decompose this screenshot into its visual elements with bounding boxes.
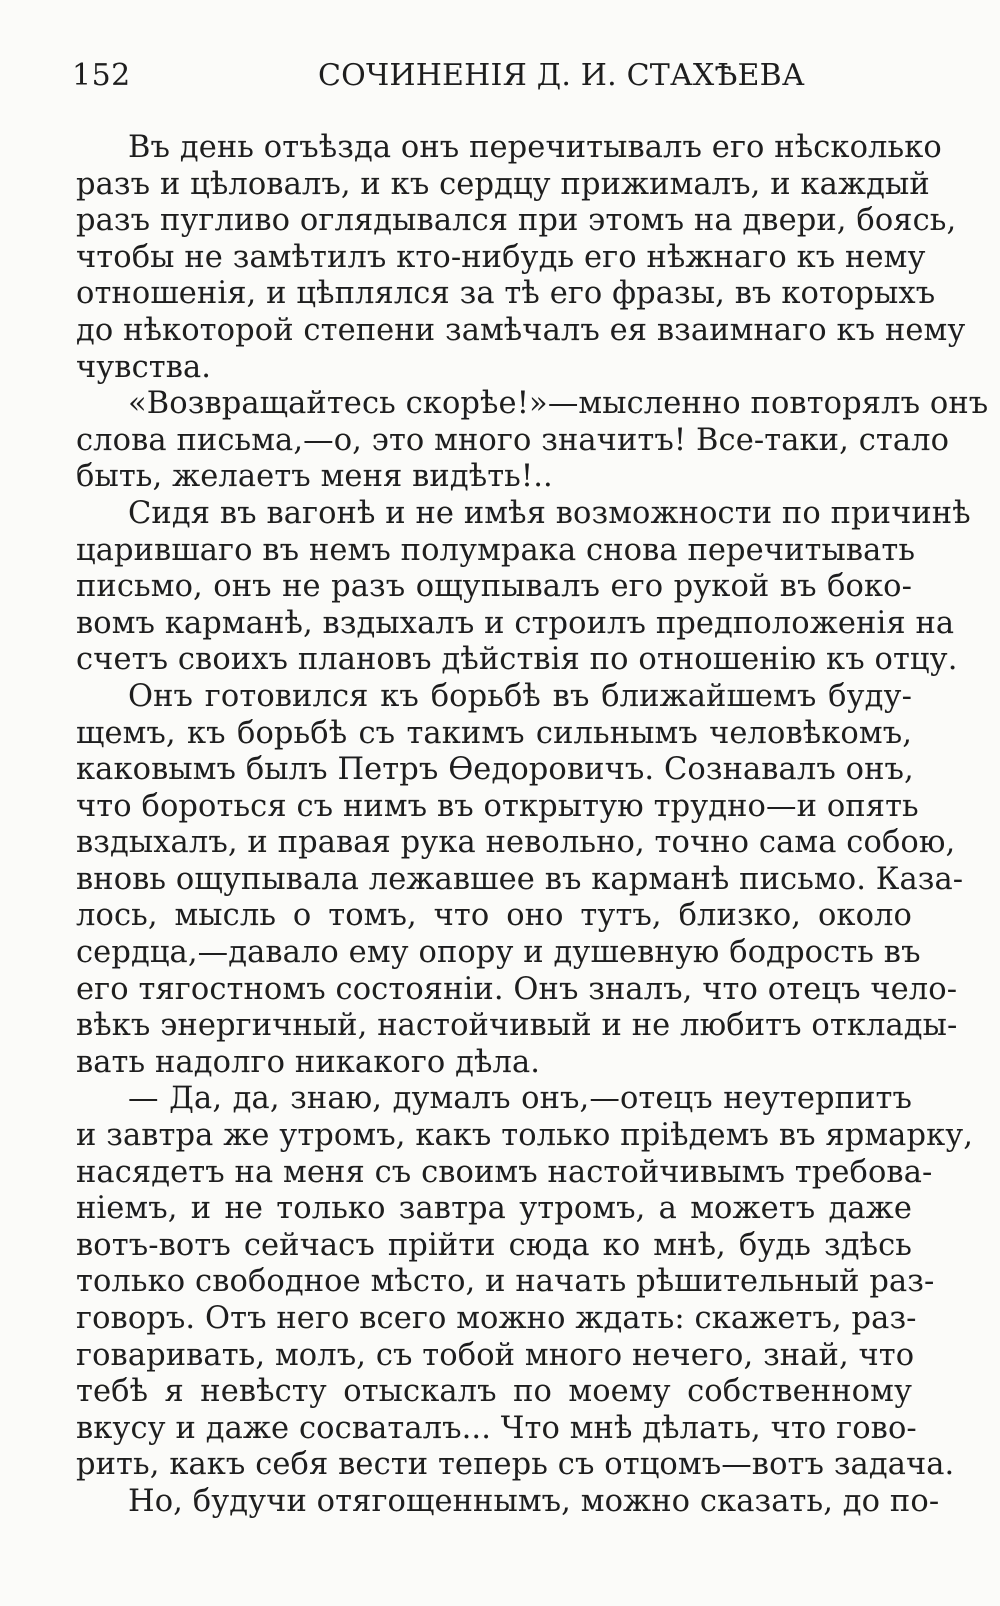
text-line: быть, желаетъ меня видѣть!..	[76, 459, 553, 495]
text-line: его тягостномъ состояніи. Онъ зналъ, что отецъ чело-	[76, 971, 958, 1007]
text-line: разъ пугливо оглядывался при этомъ на двери, боясь,	[76, 203, 957, 239]
text-line: отношенія, и цѣплялся за тѣ его фразы, въ которыхъ	[76, 276, 936, 312]
text-line: вновь ощупывала лежавшее въ карманѣ письмо. Каза-	[76, 861, 964, 897]
text-line: только свободное мѣсто, и начать рѣшительный раз-	[76, 1264, 935, 1300]
text-line: вотъ-вотъ сейчасъ прійти сюда ко мнѣ, будь здѣсь	[76, 1227, 912, 1263]
text-line: рить, какъ себя вести теперь съ отцомъ—вотъ задача.	[76, 1447, 955, 1483]
text-line: вздыхалъ, и правая рука невольно, точно сама собою,	[76, 825, 956, 861]
text-line: вѣкъ энергичный, настойчивый и не любитъ отклады-	[76, 1008, 958, 1044]
text-line: Онъ готовился къ борьбѣ въ ближайшемъ буду-	[128, 678, 912, 714]
text-line: вомъ карманѣ, вздыхалъ и строилъ предположенія на	[76, 605, 955, 641]
text-line: говоръ. Отъ него всего можно ждать: скажетъ, раз-	[76, 1301, 917, 1336]
text-line: лось, мысль о томъ, что оно тутъ, близко, около	[76, 898, 912, 934]
text-line: Сидя въ вагонѣ и не имѣя возможности по причинѣ	[128, 495, 971, 531]
text-line: сердца,—давало ему опору и душевную бодрость въ	[76, 935, 921, 971]
text-line: щемъ, къ борьбѣ съ такимъ сильнымъ человѣкомъ,	[76, 715, 912, 751]
text-line: до нѣкоторой степени замѣчалъ ея взаимнаго къ нему	[76, 312, 966, 348]
text-line: ніемъ, и не только завтра утромъ, а можетъ даже	[76, 1191, 912, 1227]
text-line: Въ день отъѣзда онъ перечитывалъ его нѣсколько	[128, 130, 942, 165]
text-line: тебѣ я невѣсту отыскалъ по моему собственному	[76, 1374, 912, 1410]
text-line: счетъ своихъ плановъ дѣйствія по отношенію къ отцу.	[76, 642, 958, 678]
text-line: и завтра же утромъ, какъ только пріѣдемъ въ ярмарку,	[76, 1118, 974, 1154]
text-line: «Возвращайтесь скорѣе!»—мысленно повторялъ онъ	[128, 386, 989, 422]
text-line: каковымъ былъ Петръ Ѳедоровичъ. Сознавалъ онъ,	[76, 752, 914, 788]
page-number: 152	[72, 58, 131, 93]
running-head: СОЧИНЕНІЯ Д. И. СТАХѢЕВА	[318, 58, 805, 93]
text-line: — Да, да, знаю, думалъ онъ,—отецъ неутерпитъ	[128, 1081, 912, 1117]
text-line: вкусу и даже сосваталъ... Что мнѣ дѣлать, что гово-	[76, 1410, 917, 1446]
text-line: слова письма,—о, это много значитъ! Все-таки, стало	[76, 422, 950, 458]
text-line: письмо, онъ не разъ ощупывалъ его рукой въ боко-	[76, 569, 912, 605]
text-line: Но, будучи отягощеннымъ, можно сказать, до по-	[128, 1483, 940, 1519]
text-line: говаривать, молъ, съ тобой много нечего, знай, что	[76, 1337, 915, 1373]
text-line: разъ и цѣловалъ, и къ сердцу прижималъ, и каждый	[76, 166, 930, 202]
text-line: чувства.	[76, 349, 212, 385]
body-text	[76, 130, 989, 1521]
text-line: насядетъ на меня съ своимъ настойчивымъ требова-	[76, 1154, 933, 1190]
text-line: чтобы не замѣтилъ кто-нибудь его нѣжнаго къ нему	[76, 239, 926, 275]
text-line: что бороться съ нимъ въ открытую трудно—и опять	[76, 788, 919, 824]
text-line: вать надолго никакого дѣла.	[76, 1044, 541, 1080]
page-header	[72, 58, 912, 108]
text-line: царившаго въ немъ полумрака снова перечитывать	[76, 532, 916, 568]
